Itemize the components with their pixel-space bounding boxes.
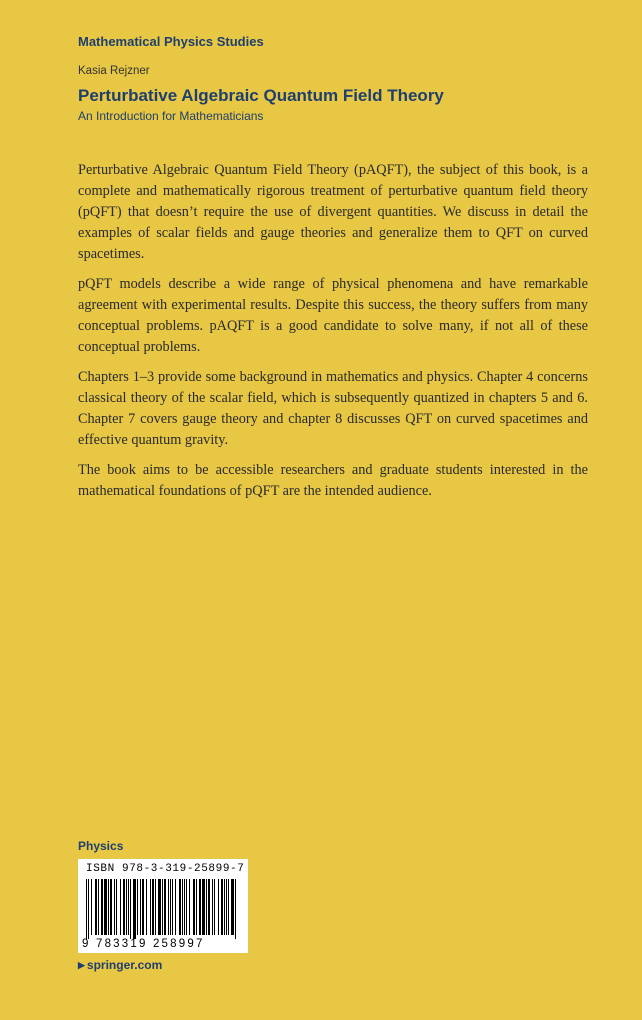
barcode-bar-32 [182, 879, 183, 935]
barcode-bar-12 [123, 879, 125, 935]
series-title: Mathematical Physics Studies [78, 34, 264, 49]
author-name: Kasia Rejzner [78, 65, 150, 77]
barcode-bar-49 [231, 879, 234, 935]
barcode-bar-42 [212, 879, 213, 935]
blurb-paragraph-2: pQFT models describe a wide range of physical phenomena and have remarkable agreement with experimental results. Despite this success, the theory suffers from many conceptual problems. pAQFT is a good candidate to solve many, if not all of these conceptual problems. [78, 276, 588, 355]
website-link[interactable] [78, 958, 162, 972]
barcode-bar-30 [175, 879, 176, 935]
barcode-bar-26 [164, 879, 166, 935]
barcode-bar-31 [179, 879, 181, 935]
barcode-bar-10 [116, 879, 117, 935]
barcode-bar-38 [199, 879, 201, 935]
barcode-bar-39 [202, 879, 205, 935]
barcode-bar-41 [208, 879, 210, 935]
barcode-bar-1 [88, 879, 89, 939]
barcode-bar-48 [228, 879, 229, 935]
blurb-paragraph-3: Chapters 1–3 provide some background in mathematics and physics. Chapter 4 concerns classical theory of the scalar field, which is subsequently quantized in chapters 5 and 6. Chapter 7 covers gauge theory and chapter 8 discusses QFT on curved spacetimes and effective quantum gravity. [78, 369, 588, 448]
barcode-bar-23 [155, 879, 156, 935]
barcode-bar-27 [168, 879, 169, 935]
barcode-bar-40 [206, 879, 207, 935]
barcode-bar-25 [162, 879, 163, 935]
barcode-bar-20 [146, 879, 147, 935]
barcode-bar-43 [214, 879, 215, 935]
barcode-bar-0 [86, 879, 87, 939]
barcode-bar-18 [140, 879, 141, 935]
arrow-right-icon: ▶ [78, 960, 85, 970]
barcode-bar-44 [218, 879, 219, 935]
barcode-bar-11 [120, 879, 121, 935]
barcode-bar-37 [196, 879, 197, 935]
barcode-digits: 9 783319 258997 [82, 938, 205, 950]
barcode-bar-2 [91, 879, 92, 935]
barcode-bar-16 [133, 879, 136, 939]
barcode-bar-19 [142, 879, 144, 935]
isbn-barcode [78, 859, 248, 953]
subject-label: Physics [78, 839, 124, 853]
barcode-bar-46 [224, 879, 225, 935]
barcode-bar-8 [110, 879, 112, 935]
barcode-bars [84, 879, 242, 939]
barcode-bar-50 [235, 879, 236, 939]
barcode-bar-36 [193, 879, 195, 935]
barcode-bar-14 [128, 879, 129, 935]
barcode-bar-24 [158, 879, 161, 935]
barcode-bar-35 [189, 879, 190, 935]
barcode-bar-34 [186, 879, 187, 935]
barcode-bar-5 [101, 879, 103, 935]
barcode-bar-9 [114, 879, 115, 935]
barcode-bar-21 [150, 879, 151, 935]
barcode-bar-29 [172, 879, 173, 935]
barcode-bar-47 [226, 879, 227, 935]
barcode-bar-45 [221, 879, 223, 935]
book-subtitle: An Introduction for Mathematicians [78, 109, 264, 123]
isbn-label: ISBN 978-3-319-25899-7 [86, 863, 245, 875]
barcode-bar-3 [95, 879, 97, 935]
blurb-paragraph-1: Perturbative Algebraic Quantum Field Theory (pAQFT), the subject of this book, is a complete and mathematically rigorous treatment of perturbative quantum field theory (pQFT) that doesn’t require the use of divergent quantities. We discuss in detail the examples of scalar fields and gauge theories and generalize them to QFT on curved spacetimes. [78, 162, 588, 262]
blurb [78, 160, 588, 511]
barcode-bar-28 [170, 879, 171, 935]
barcode-bar-6 [104, 879, 107, 935]
barcode-bar-15 [130, 879, 131, 939]
website-text: springer.com [86, 958, 163, 972]
blurb-paragraph-4: The book aims to be accessible researchers and graduate students interested in the mathematical foundations of pQFT are the intended audience. [78, 462, 588, 499]
barcode-bar-13 [126, 879, 127, 935]
barcode-bar-4 [98, 879, 99, 935]
barcode-bar-33 [184, 879, 185, 935]
barcode-bar-17 [137, 879, 138, 935]
barcode-bar-22 [152, 879, 154, 935]
barcode-bar-7 [108, 879, 109, 935]
book-title: Perturbative Algebraic Quantum Field Theory [78, 86, 444, 105]
